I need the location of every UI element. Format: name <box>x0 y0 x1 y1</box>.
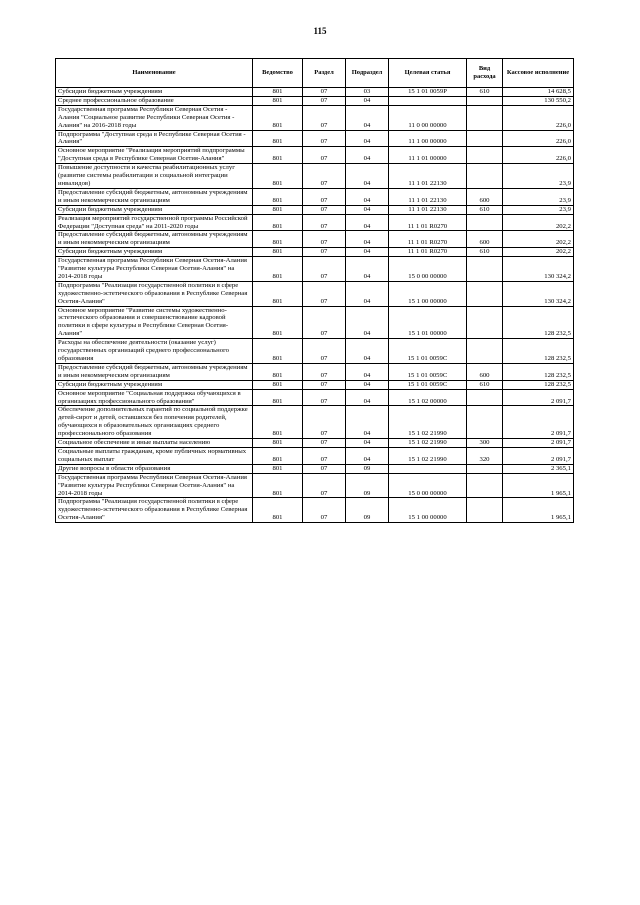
cell-name: Субсидии бюджетным учреждениям <box>56 205 253 214</box>
table-row <box>56 464 574 473</box>
header-vedomstvo: Ведомство <box>253 59 303 88</box>
cell-vedomstvo: 801 <box>253 406 303 439</box>
cell-target: 11 0 00 00000 <box>389 105 467 130</box>
cell-vedomstvo: 801 <box>253 231 303 248</box>
table-row <box>56 231 574 248</box>
cell-razdel: 07 <box>303 231 346 248</box>
cell-name: Субсидии бюджетным учреждениям <box>56 380 253 389</box>
cell-razdel: 07 <box>303 380 346 389</box>
cell-name: Основное мероприятие "Развитие системы художественно-эстетического образования и совершенствование кадровой политики в сфере культуры в Республике Северная Осетия-Алания" <box>56 306 253 339</box>
cell-podrazdel: 04 <box>346 105 389 130</box>
cell-razdel: 07 <box>303 164 346 189</box>
cell-vedomstvo: 801 <box>253 473 303 498</box>
table-row <box>56 214 574 231</box>
cell-name: Предоставление субсидий бюджетным, автономным учреждениям и иным некоммерческим организациям <box>56 188 253 205</box>
cell-vedomstvo: 801 <box>253 363 303 380</box>
cell-target: 15 1 02 21990 <box>389 406 467 439</box>
cell-amount: 130 550,2 <box>503 96 574 105</box>
cell-razdel: 07 <box>303 406 346 439</box>
cell-name: Государственная программа Республики Северная Осетия - Алания "Социальное развитие Республики Северная Осетия - Алания" на 2016-2018 годы <box>56 105 253 130</box>
cell-vid <box>467 96 503 105</box>
cell-razdel: 07 <box>303 214 346 231</box>
cell-target: 11 1 01 00000 <box>389 147 467 164</box>
table-row <box>56 248 574 257</box>
cell-target <box>389 464 467 473</box>
cell-vedomstvo: 801 <box>253 105 303 130</box>
cell-razdel: 07 <box>303 257 346 282</box>
cell-podrazdel: 09 <box>346 473 389 498</box>
table-row <box>56 363 574 380</box>
cell-razdel: 07 <box>303 248 346 257</box>
cell-vedomstvo: 801 <box>253 130 303 147</box>
cell-vid <box>467 473 503 498</box>
cell-amount: 128 232,5 <box>503 339 574 364</box>
cell-podrazdel: 04 <box>346 248 389 257</box>
cell-razdel: 07 <box>303 447 346 464</box>
header-amount: Кассовое исполнение <box>503 59 574 88</box>
cell-razdel: 07 <box>303 464 346 473</box>
cell-razdel: 07 <box>303 306 346 339</box>
cell-target: 15 1 01 0059С <box>389 363 467 380</box>
cell-amount: 202,2 <box>503 248 574 257</box>
cell-podrazdel: 04 <box>346 389 389 406</box>
cell-vedomstvo: 801 <box>253 498 303 523</box>
cell-amount: 128 232,5 <box>503 363 574 380</box>
cell-name: Подпрограмма "Реализация государственной политики в сфере художественно-эстетического образования в Республике Северная Осетия-Алания" <box>56 498 253 523</box>
cell-name: Субсидии бюджетным учреждениям <box>56 88 253 97</box>
table-row <box>56 389 574 406</box>
table-row <box>56 188 574 205</box>
cell-target: 11 1 01 R0270 <box>389 231 467 248</box>
cell-name: Среднее профессиональное образование <box>56 96 253 105</box>
table-row <box>56 498 574 523</box>
cell-podrazdel: 04 <box>346 447 389 464</box>
cell-name: Государственная программа Республики Северная Осетия-Алания "Развитие культуры Республики Северная Осетия-Алания" на 2014-2018 годы <box>56 257 253 282</box>
cell-amount: 2 091,7 <box>503 447 574 464</box>
cell-podrazdel: 04 <box>346 257 389 282</box>
table-row <box>56 147 574 164</box>
cell-vedomstvo: 801 <box>253 205 303 214</box>
cell-target: 11 1 00 00000 <box>389 130 467 147</box>
cell-name: Реализация мероприятий государственной программы Российской Федерации "Доступная среда" на 2011-2020 годы <box>56 214 253 231</box>
cell-vid <box>467 214 503 231</box>
cell-vedomstvo: 801 <box>253 380 303 389</box>
header-podrazdel: Подраздел <box>346 59 389 88</box>
cell-amount: 1 965,1 <box>503 498 574 523</box>
table-row <box>56 281 574 306</box>
table-row <box>56 88 574 97</box>
cell-vid <box>467 464 503 473</box>
cell-vedomstvo: 801 <box>253 188 303 205</box>
cell-vid <box>467 498 503 523</box>
cell-target: 15 0 00 00000 <box>389 473 467 498</box>
cell-podrazdel: 04 <box>346 164 389 189</box>
header-vid: Вид расхода <box>467 59 503 88</box>
header-target: Целевая статья <box>389 59 467 88</box>
cell-amount: 2 091,7 <box>503 406 574 439</box>
cell-amount: 2 091,7 <box>503 439 574 448</box>
cell-target: 15 1 01 0059С <box>389 339 467 364</box>
cell-razdel: 07 <box>303 281 346 306</box>
cell-podrazdel: 04 <box>346 281 389 306</box>
cell-amount: 2 365,1 <box>503 464 574 473</box>
cell-vedomstvo: 801 <box>253 389 303 406</box>
table-row <box>56 473 574 498</box>
cell-podrazdel: 04 <box>346 96 389 105</box>
cell-name: Повышение доступности и качества реабилитационных услуг (развитие системы реабилитации и социальной интеграции инвалидов) <box>56 164 253 189</box>
cell-target: 15 1 01 0059Р <box>389 88 467 97</box>
cell-vedomstvo: 801 <box>253 147 303 164</box>
table-row <box>56 306 574 339</box>
cell-target: 11 1 01 22130 <box>389 205 467 214</box>
cell-podrazdel: 09 <box>346 464 389 473</box>
page-number: 115 <box>313 26 327 36</box>
header-razdel: Раздел <box>303 59 346 88</box>
cell-vid <box>467 389 503 406</box>
cell-vid: 610 <box>467 205 503 214</box>
cell-vid <box>467 147 503 164</box>
cell-amount: 226,0 <box>503 147 574 164</box>
cell-name: Предоставление субсидий бюджетным, автономным учреждениям и иным некоммерческим организациям <box>56 231 253 248</box>
cell-podrazdel: 04 <box>346 147 389 164</box>
cell-amount: 202,2 <box>503 214 574 231</box>
cell-vedomstvo: 801 <box>253 248 303 257</box>
table-row <box>56 257 574 282</box>
cell-amount: 14 628,5 <box>503 88 574 97</box>
cell-podrazdel: 04 <box>346 130 389 147</box>
cell-vedomstvo: 801 <box>253 281 303 306</box>
cell-razdel: 07 <box>303 188 346 205</box>
cell-amount: 1 965,1 <box>503 473 574 498</box>
cell-vid: 300 <box>467 439 503 448</box>
cell-name: Другие вопросы в области образования <box>56 464 253 473</box>
table-row <box>56 339 574 364</box>
cell-amount: 128 232,5 <box>503 306 574 339</box>
cell-podrazdel: 03 <box>346 88 389 97</box>
cell-vid <box>467 281 503 306</box>
cell-target: 11 1 01 R0270 <box>389 214 467 231</box>
cell-podrazdel: 04 <box>346 188 389 205</box>
cell-vedomstvo: 801 <box>253 447 303 464</box>
budget-execution-table <box>55 58 574 523</box>
cell-podrazdel: 04 <box>346 363 389 380</box>
cell-vedomstvo: 801 <box>253 439 303 448</box>
cell-target: 15 1 02 00000 <box>389 389 467 406</box>
cell-name: Предоставление субсидий бюджетным, автономным учреждениям и иным некоммерческим организациям <box>56 363 253 380</box>
cell-podrazdel: 04 <box>346 380 389 389</box>
cell-razdel: 07 <box>303 389 346 406</box>
cell-name: Обеспечение дополнительных гарантий по социальной поддержке детей-сирот и детей, оставшихся без попечения родителей, обучающихся в образовательных организациях среднего профессионального образования <box>56 406 253 439</box>
cell-razdel: 07 <box>303 96 346 105</box>
header-name: Наименование <box>56 59 253 88</box>
cell-vedomstvo: 801 <box>253 88 303 97</box>
cell-razdel: 07 <box>303 147 346 164</box>
cell-name: Основное мероприятие "Социальная поддержка обучающихся в организациях профессионального образования" <box>56 389 253 406</box>
cell-podrazdel: 04 <box>346 205 389 214</box>
cell-target: 15 1 00 00000 <box>389 498 467 523</box>
cell-target: 11 1 01 22130 <box>389 188 467 205</box>
cell-podrazdel: 04 <box>346 306 389 339</box>
cell-amount: 2 091,7 <box>503 389 574 406</box>
cell-target: 15 1 00 00000 <box>389 281 467 306</box>
cell-razdel: 07 <box>303 439 346 448</box>
cell-name: Субсидии бюджетным учреждениям <box>56 248 253 257</box>
cell-amount: 226,0 <box>503 105 574 130</box>
cell-razdel: 07 <box>303 498 346 523</box>
cell-amount: 23,9 <box>503 188 574 205</box>
table-row <box>56 406 574 439</box>
cell-vid: 600 <box>467 363 503 380</box>
cell-podrazdel: 04 <box>346 406 389 439</box>
cell-target <box>389 96 467 105</box>
cell-vedomstvo: 801 <box>253 164 303 189</box>
cell-vid <box>467 406 503 439</box>
cell-podrazdel: 04 <box>346 339 389 364</box>
cell-amount: 130 324,2 <box>503 257 574 282</box>
cell-target: 11 1 01 22130 <box>389 164 467 189</box>
cell-podrazdel: 09 <box>346 498 389 523</box>
cell-vid <box>467 339 503 364</box>
table-row <box>56 130 574 147</box>
cell-vid <box>467 306 503 339</box>
table-row <box>56 380 574 389</box>
cell-podrazdel: 04 <box>346 231 389 248</box>
cell-target: 15 0 00 00000 <box>389 257 467 282</box>
cell-target: 15 1 01 0059С <box>389 380 467 389</box>
table-row <box>56 447 574 464</box>
table-body <box>56 88 574 523</box>
table-row <box>56 439 574 448</box>
cell-vid: 610 <box>467 88 503 97</box>
cell-podrazdel: 04 <box>346 439 389 448</box>
cell-razdel: 07 <box>303 88 346 97</box>
cell-razdel: 07 <box>303 205 346 214</box>
cell-vedomstvo: 801 <box>253 214 303 231</box>
cell-amount: 128 232,5 <box>503 380 574 389</box>
cell-podrazdel: 04 <box>346 214 389 231</box>
cell-vid <box>467 105 503 130</box>
cell-razdel: 07 <box>303 363 346 380</box>
cell-vid <box>467 257 503 282</box>
cell-name: Государственная программа Республики Северная Осетия-Алания "Развитие культуры Республики Северная Осетия-Алания" на 2014-2018 годы <box>56 473 253 498</box>
table-header-row <box>56 59 574 88</box>
cell-vid <box>467 130 503 147</box>
cell-vedomstvo: 801 <box>253 257 303 282</box>
cell-target: 15 1 01 00000 <box>389 306 467 339</box>
cell-amount: 23,9 <box>503 205 574 214</box>
cell-vid: 600 <box>467 231 503 248</box>
cell-vid: 610 <box>467 248 503 257</box>
table-row <box>56 105 574 130</box>
cell-name: Основное мероприятие "Реализация мероприятий подпрограммы "Доступная среда в Республике Северная Осетия-Алания" <box>56 147 253 164</box>
cell-amount: 226,0 <box>503 130 574 147</box>
cell-vid: 600 <box>467 188 503 205</box>
cell-vid <box>467 164 503 189</box>
table-row <box>56 205 574 214</box>
cell-target: 15 1 02 21990 <box>389 439 467 448</box>
cell-razdel: 07 <box>303 473 346 498</box>
cell-name: Расходы на обеспечение деятельности (оказание услуг) государственных организаций среднего профессионального образования <box>56 339 253 364</box>
cell-vid: 320 <box>467 447 503 464</box>
cell-razdel: 07 <box>303 130 346 147</box>
cell-target: 15 1 02 21990 <box>389 447 467 464</box>
cell-vedomstvo: 801 <box>253 96 303 105</box>
cell-vedomstvo: 801 <box>253 464 303 473</box>
cell-name: Подпрограмма "Реализация государственной политики в сфере художественно-эстетического образования в Республике Северная Осетия-Алания" <box>56 281 253 306</box>
cell-razdel: 07 <box>303 105 346 130</box>
cell-name: Подпрограмма "Доступная среда в Республике Северная Осетия - Алания" <box>56 130 253 147</box>
cell-razdel: 07 <box>303 339 346 364</box>
cell-name: Социальное обеспечение и иные выплаты населению <box>56 439 253 448</box>
cell-amount: 130 324,2 <box>503 281 574 306</box>
cell-amount: 202,2 <box>503 231 574 248</box>
cell-amount: 23,9 <box>503 164 574 189</box>
cell-vedomstvo: 801 <box>253 339 303 364</box>
cell-vedomstvo: 801 <box>253 306 303 339</box>
cell-name: Социальные выплаты гражданам, кроме публичных нормативных социальных выплат <box>56 447 253 464</box>
table-row <box>56 164 574 189</box>
cell-target: 11 1 01 R0270 <box>389 248 467 257</box>
table-row <box>56 96 574 105</box>
cell-vid: 610 <box>467 380 503 389</box>
